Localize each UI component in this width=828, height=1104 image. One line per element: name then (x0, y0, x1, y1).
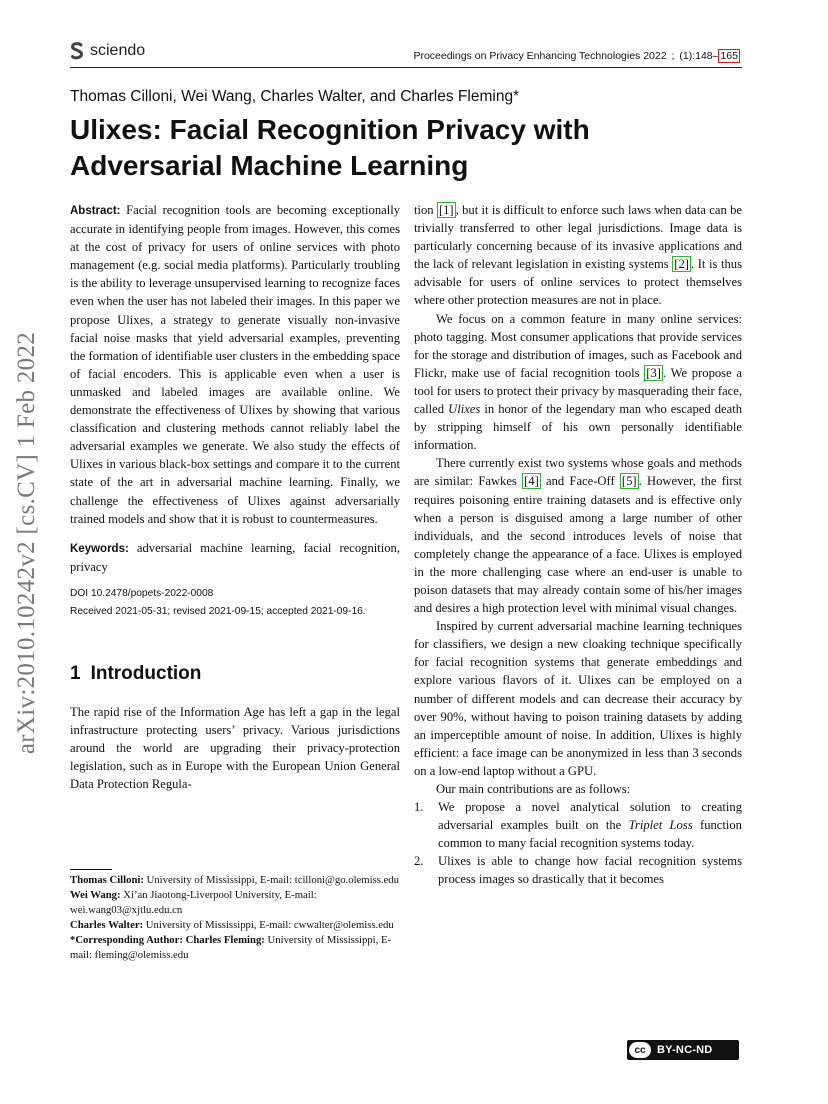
text-run: , but it is difficult to enforce such laws when data can be trivially transferred to other legal jurisdictions. Image data is particularly concerning because of its invasive applications and the lack of relevant legislation in existing systems (414, 203, 742, 272)
footnote-name: Wei Wang: (70, 889, 121, 902)
header-rule (70, 67, 742, 68)
keywords (70, 539, 400, 576)
text-run: Ulixes is able to change how facial recognition systems process images so drastically that it becomes (438, 854, 742, 887)
text-run: . However, the first requires poisoning entire training datasets and is effective only when a person is disguised among a large number of other individuals, and the second introduces levels of noise that completely change the appearance of a face. Ulixes is employed in the more challenging case where an end-user is unable to poison datasets that may already contain some of his/her images and desires a high protection level with minimal visual changes. (414, 474, 742, 616)
section-number: 1 (70, 662, 81, 684)
section-title: Introduction (90, 662, 202, 684)
citation-link[interactable]: [3] (646, 365, 661, 380)
publisher-logo (70, 42, 145, 60)
creative-commons-icon: cc (629, 1042, 651, 1058)
intro-paragraph: The rapid rise of the Information Age has left a gap in the legal infrastructure protecting users’ privacy. Various jurisdictions around the world are upgrading their privacy-protection legislation, such as in Europe with the European Union General Data Protection Regula- (70, 704, 400, 792)
text-run: function common to many facial recognition systems today. (438, 818, 742, 851)
citation-link[interactable]: [2] (674, 257, 689, 272)
citation-link[interactable]: [4] (524, 474, 539, 489)
license-text: BY-NC-ND (657, 1044, 713, 1056)
footnote (70, 888, 400, 918)
abstract (70, 201, 400, 528)
footnote (70, 918, 400, 933)
license-badge[interactable] (627, 1040, 739, 1060)
body-paragraph: Inspired by current adversarial machine learning techniques for classifiers, we design a new cloaking technique specifically for facial recognition systems that generate embeddings and explore various flavors of it. Ulixes can be employed on a number of different models and can decrease their accuracy by over 90%, without having to poison training datasets by adding an imperceptible amount of noise. In addition, Ulixes is highly efficient: a face image can be anonymized in less than 3 seconds on a low-end laptop without a GPU. (414, 619, 742, 778)
right-column (414, 201, 742, 889)
paper-title: Ulixes: Facial Recognition Privacy with Adversarial Machine Learning (70, 114, 590, 181)
doi: DOI 10.2478/popets-2022-0008 (70, 587, 214, 599)
footnote-text: University of Mississippi, E-mail: tcilloni@go.olemiss.edu (146, 874, 399, 886)
keywords-label: Keywords: (70, 542, 129, 555)
footnote-name: Charles Walter: (70, 919, 144, 932)
arxiv-stamp (6, 303, 48, 783)
abstract-label: Abstract: (70, 205, 121, 217)
text-run: in honor of the legendary man who escaped death by stripping himself of his own personally identifiable information. (414, 402, 742, 453)
text-run: . We propose a tool for users to protect their privacy by masquerading their face, called (414, 365, 742, 417)
publisher-name: sciendo (90, 42, 146, 59)
footnote (70, 873, 400, 888)
article-meta (70, 585, 400, 621)
list-number: 2. (414, 854, 424, 869)
left-column (70, 201, 400, 793)
footnote-rule (70, 869, 112, 870)
footnotes (70, 873, 400, 964)
citation-link[interactable]: [1] (438, 203, 454, 217)
text-run: We propose a novel analytical solution to creating adversarial examples built on the (438, 800, 742, 833)
text-run: tion (414, 203, 437, 217)
text-run: We focus on a common feature in many online services: photo tagging. Most consumer applications that provide services for the storage and distribution of images, such as Facebook and Flickr, make use of facial recognition tools (414, 311, 742, 380)
text-run: . It is thus advisable for users of online services to protect themselves where other protection measures are not in place. (414, 257, 742, 308)
received-dates: Received 2021-05-31; revised 2021-09-15; accepted 2021-09-16. (70, 605, 366, 617)
list-number: 1. (414, 800, 424, 815)
keywords-text: adversarial machine learning, facial recognition, privacy (70, 540, 400, 574)
footnote (70, 933, 400, 963)
list-item (414, 798, 742, 852)
emphasis: Triplet Loss (628, 818, 693, 833)
section-heading (70, 662, 400, 684)
body-paragraph (414, 201, 742, 310)
footnote-name: *Corresponding Author: Charles Fleming: (70, 934, 265, 947)
body-paragraph (414, 454, 742, 617)
arxiv-id: arXiv:2010.10242v2 [cs.CV] 1 Feb 2022 (13, 331, 40, 755)
body-paragraph: Our main contributions are as follows: (436, 782, 631, 796)
citation-link[interactable]: [5] (621, 474, 637, 489)
abstract-text: Facial recognition tools are becoming exceptionally accurate in identifying people from images. However, this comes at the cost of privacy for users of online services with photo management (e.g. social media platforms). Particularly troubling is the ability to leverage unsupervised learning to recognize faces even when the user has not labeled their images. In this paper we propose Ulixes, a strategy to generate visually non-invasive facial noise masks that yield adversarial examples, preventing the formation of identifiable user clusters in the embedding space of facial encoders. This is applicable even when a user is unmasked and labeled images are available online. We demonstrate the effectiveness of Ulixes by showing that various classification and clustering methods cannot reliably label the adversarial examples we generate. We also study the effects of Ulixes in various black-box settings and compare it to the current state of the art in adversarial machine learning. Finally, we challenge the effectiveness of Ulixes against adversarially trained models and show that it is robust to countermeasures. (70, 203, 400, 526)
journal-reference: Proceedings on Privacy Enhancing Technologies 2022 ; (1):148– 165 (413, 50, 738, 62)
journal-name: Proceedings on Privacy Enhancing Technologies 2022 (413, 50, 667, 62)
sciendo-logo-icon (70, 42, 84, 60)
contributions-list (414, 798, 742, 888)
emphasis: Ulixes (448, 402, 481, 417)
body-paragraph (414, 310, 742, 455)
footnote-text: University of Mississippi, E-mail: cwwalter@olemiss.edu (145, 919, 394, 932)
footnote-name: Thomas Cilloni: (70, 874, 144, 886)
page-end-link[interactable]: 165 (720, 50, 738, 62)
footnote-text: University of Mississippi, E-mail: fleming@olemiss.edu (70, 934, 392, 962)
text-run: and Face-Off (540, 474, 620, 489)
author-list: Thomas Cilloni, Wei Wang, Charles Walter, and Charles Fleming* (70, 88, 520, 105)
text-run: There currently exist two systems whose goals and methods are similar: Fawkes (414, 456, 742, 489)
journal-issue: (1):148– (679, 50, 719, 62)
list-item (414, 852, 742, 888)
footnote-text: Xi’an Jiaotong-Liverpool University, E-mail: wei.wang03@xjtlu.edu.cn (70, 889, 317, 917)
